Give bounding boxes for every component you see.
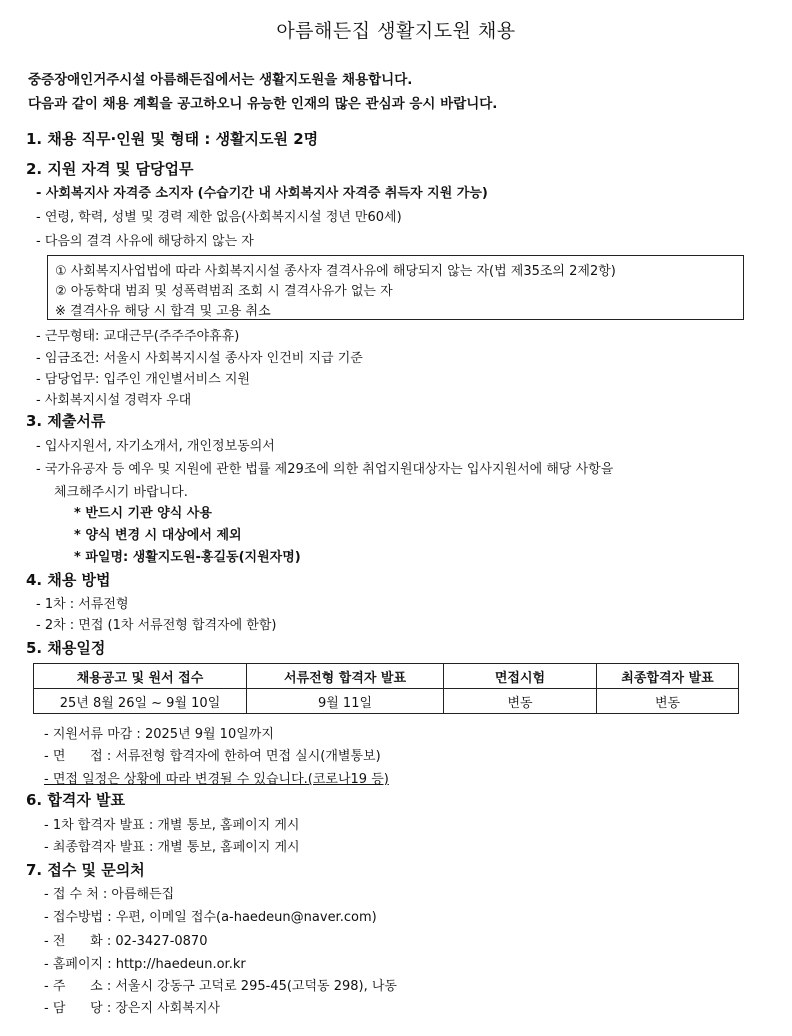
- intro-line: 다음과 같이 채용 계획을 공고하오니 유능한 인재의 많은 관심과 응시 바랍니다.: [28, 96, 498, 112]
- table-cell: 25년 8월 26일 ~ 9월 10일: [34, 689, 247, 714]
- announcement-item: - 1차 합격자 발표 : 개별 통보, 홈페이지 게시: [44, 818, 300, 833]
- table-header: 채용공고 및 원서 접수: [34, 664, 247, 689]
- announcement-item: - 최종합격자 발표 : 개별 통보, 홈페이지 게시: [44, 840, 300, 855]
- document-item: - 입사지원서, 자기소개서, 개인정보동의서: [36, 439, 275, 454]
- disqualification-item: ② 아동학대 범죄 및 성폭력범죄 조회 시 결격사유가 없는 자: [55, 284, 393, 299]
- disqualification-item: ① 사회복지사업법에 따라 사회복지시설 종사자 결격사유에 해당되지 않는 자(법 제35조의 2제2항): [55, 264, 616, 279]
- contact-item: - 담 당 : 장은지 사회복지사: [44, 1001, 220, 1016]
- section-3-heading: 3. 제출서류: [26, 412, 106, 430]
- contact-item: - 전 화 : 02-3427-0870: [44, 934, 208, 949]
- form-note: * 반드시 기관 양식 사용: [74, 506, 212, 521]
- table-row: [34, 689, 739, 714]
- schedule-note: - 지원서류 마감 : 2025년 9월 10일까지: [44, 727, 274, 742]
- contact-item: - 주 소 : 서울시 강동구 고덕로 295-45(고덕동 298), 나동: [44, 979, 397, 994]
- method-item: - 2차 : 면접 (1차 서류전형 합격자에 한함): [36, 618, 277, 633]
- disqualification-box: [47, 255, 744, 320]
- qualification-item: - 다음의 결격 사유에 해당하지 않는 자: [36, 234, 254, 249]
- work-condition-item: - 임금조건: 서울시 사회복지시설 종사자 인건비 지급 기준: [36, 351, 363, 366]
- contact-item: - 접수방법 : 우편, 이메일 접수(a-haedeun@naver.com): [44, 910, 377, 925]
- intro-line: 중증장애인거주시설 아름해든집에서는 생활지도원을 채용합니다.: [28, 72, 413, 88]
- table-cell: 9월 11일: [247, 689, 444, 714]
- work-condition-item: - 사회복지시설 경력자 우대: [36, 393, 192, 408]
- table-cell: 변동: [597, 689, 739, 714]
- table-header: 서류전형 합격자 발표: [247, 664, 444, 689]
- table-cell: 변동: [444, 689, 597, 714]
- table-header-row: [34, 664, 739, 689]
- form-note: * 파일명: 생활지도원-홍길동(지원자명): [74, 550, 301, 565]
- intro-paragraph: [28, 68, 497, 116]
- qualification-item: - 연령, 학력, 성별 및 경력 제한 없음(사회복지시설 정년 만60세): [36, 210, 402, 225]
- schedule-table: [33, 663, 739, 714]
- form-note: * 양식 변경 시 대상에서 제외: [74, 528, 242, 543]
- section-7-heading: 7. 접수 및 문의처: [26, 861, 145, 879]
- disqualification-note: ※ 결격사유 해당 시 합격 및 고용 취소: [55, 304, 271, 319]
- method-item: - 1차 : 서류전형: [36, 597, 129, 612]
- section-2-heading: 2. 지원 자격 및 담당업무: [26, 160, 194, 178]
- schedule-note-underlined: - 면접 일정은 상황에 따라 변경될 수 있습니다.(코로나19 등): [44, 772, 389, 787]
- section-6-heading: 6. 합격자 발표: [26, 791, 126, 809]
- table-header: 면접시험: [444, 664, 597, 689]
- schedule-note: - 면 접 : 서류전형 합격자에 한하여 면접 실시(개별통보): [44, 749, 381, 764]
- page-title: 아름해든집 생활지도원 채용: [276, 20, 516, 42]
- contact-item: - 홈페이지 : http://haedeun.or.kr: [44, 957, 246, 972]
- section-1-heading: 1. 채용 직무·인원 및 형태 : 생활지도원 2명: [26, 130, 319, 148]
- work-condition-item: - 담당업무: 입주인 개인별서비스 지원: [36, 372, 250, 387]
- document-item-continued: 체크해주시기 바랍니다.: [54, 485, 188, 500]
- contact-item: - 접 수 처 : 아름해든집: [44, 887, 175, 902]
- section-5-heading: 5. 채용일정: [26, 639, 106, 657]
- section-4-heading: 4. 채용 방법: [26, 571, 111, 589]
- qualification-item: - 사회복지사 자격증 소지자 (수습기간 내 사회복지사 자격증 취득자 지원 가능): [36, 186, 488, 201]
- work-condition-item: - 근무형태: 교대근무(주주주야휴휴): [36, 329, 240, 344]
- document-item: - 국가유공자 등 예우 및 지원에 관한 법률 제29조에 의한 취업지원대상자는 입사지원서에 해당 사항을: [36, 462, 614, 477]
- table-header: 최종합격자 발표: [597, 664, 739, 689]
